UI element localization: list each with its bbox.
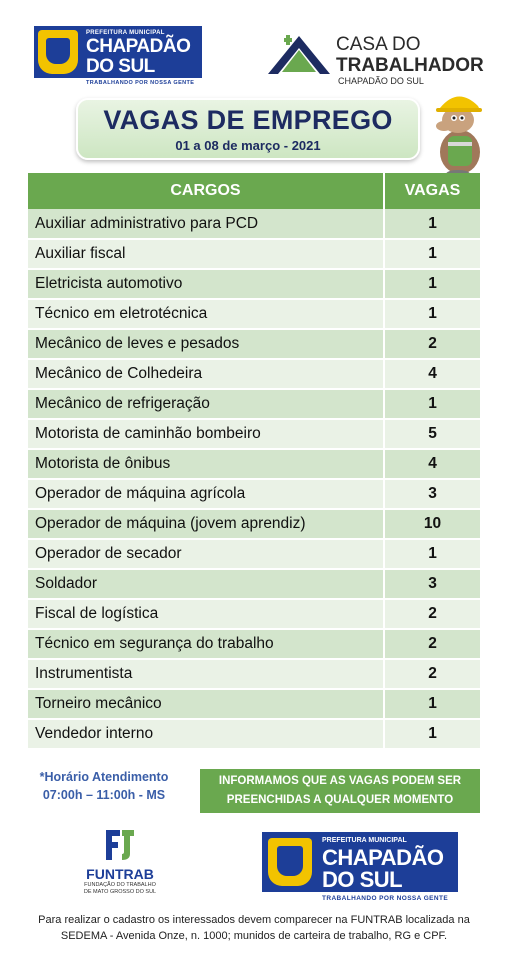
table-row bbox=[28, 539, 480, 569]
page-title: VAGAS DE EMPREGO bbox=[103, 105, 393, 135]
table-row bbox=[28, 449, 480, 479]
house-roof-icon bbox=[266, 34, 332, 82]
table-row bbox=[28, 659, 480, 689]
mascot-armadillo-icon bbox=[428, 80, 488, 180]
cargo-cell: Técnico em segurança do trabalho bbox=[28, 629, 384, 659]
vagas-cell: 1 bbox=[384, 539, 480, 569]
cargo-cell: Operador de máquina (jovem aprendiz) bbox=[28, 509, 384, 539]
cargo-cell: Auxiliar fiscal bbox=[28, 239, 384, 269]
prefeitura-logo bbox=[34, 26, 202, 88]
cargo-cell: Motorista de ônibus bbox=[28, 449, 384, 479]
cargo-cell: Auxiliar administrativo para PCD bbox=[28, 209, 384, 239]
vagas-cell: 4 bbox=[384, 359, 480, 389]
footer-line2: SEDEMA - Avenida Onze, n. 1000; munidos de carteira de trabalho, RG e CPF. bbox=[60, 930, 448, 942]
logo-label: PREFEITURA MUNICIPAL bbox=[86, 30, 165, 36]
hours-label: *Horário Atendimento bbox=[39, 770, 169, 784]
vagas-cell: 3 bbox=[384, 479, 480, 509]
table-row bbox=[28, 479, 480, 509]
logo-name-line2: DO SUL bbox=[322, 867, 403, 892]
funtrab-logo bbox=[70, 826, 170, 896]
funtrab-mark-icon bbox=[100, 826, 140, 864]
footer-line1: Para realizar o cadastro os interessados devem comparecer na FUNTRAB localizada na bbox=[38, 914, 470, 926]
jobs-table bbox=[28, 173, 480, 750]
funtrab-name: FUNTRAB bbox=[86, 866, 154, 882]
vagas-cell: 1 bbox=[384, 239, 480, 269]
cargo-cell: Soldador bbox=[28, 569, 384, 599]
casa-logo-line2: TRABALHADOR bbox=[336, 55, 484, 76]
notice-line2: PREENCHIDAS A QUALQUER MOMENTO bbox=[226, 794, 454, 806]
logo-name-line1: CHAPADÃO bbox=[86, 36, 191, 57]
cargo-cell: Eletricista automotivo bbox=[28, 269, 384, 299]
header-cargos: CARGOS bbox=[28, 173, 384, 209]
footer-instructions bbox=[20, 912, 488, 944]
funtrab-sub-line2: DE MATO GROSSO DO SUL bbox=[83, 889, 157, 895]
cargo-cell: Mecânico de leves e pesados bbox=[28, 329, 384, 359]
availability-notice bbox=[200, 769, 480, 813]
cargo-cell: Instrumentista bbox=[28, 659, 384, 689]
vagas-cell: 1 bbox=[384, 389, 480, 419]
vagas-cell: 2 bbox=[384, 629, 480, 659]
table-row bbox=[28, 569, 480, 599]
cargo-cell: Torneiro mecânico bbox=[28, 689, 384, 719]
vagas-cell: 1 bbox=[384, 209, 480, 239]
vagas-cell: 2 bbox=[384, 599, 480, 629]
casa-do-trabalhador-logo bbox=[266, 26, 484, 86]
logo-tagline: TRABALHANDO POR NOSSA GENTE bbox=[322, 895, 449, 902]
vagas-cell: 3 bbox=[384, 569, 480, 599]
crest-icon bbox=[38, 30, 78, 74]
table-row bbox=[28, 719, 480, 749]
title-banner bbox=[76, 98, 420, 160]
table-row bbox=[28, 689, 480, 719]
vagas-cell: 4 bbox=[384, 449, 480, 479]
table-row bbox=[28, 389, 480, 419]
table-row bbox=[28, 269, 480, 299]
vagas-cell: 2 bbox=[384, 329, 480, 359]
logo-tagline: TRABALHANDO POR NOSSA GENTE bbox=[86, 80, 195, 86]
logo-label: PREFEITURA MUNICIPAL bbox=[322, 837, 407, 844]
cargo-cell: Operador de máquina agrícola bbox=[28, 479, 384, 509]
notice-line1: INFORMAMOS QUE AS VAGAS PODEM SER bbox=[218, 775, 462, 787]
vagas-cell: 5 bbox=[384, 419, 480, 449]
vagas-cell: 1 bbox=[384, 719, 480, 749]
funtrab-subtitle bbox=[70, 882, 170, 896]
casa-logo-line1: CASA DO bbox=[336, 34, 421, 55]
date-range: 01 a 08 de março - 2021 bbox=[175, 138, 321, 153]
prefeitura-logo-bottom bbox=[262, 832, 458, 906]
table-row bbox=[28, 629, 480, 659]
logo-name-line1: CHAPADÃO bbox=[322, 845, 444, 870]
vagas-cell: 1 bbox=[384, 299, 480, 329]
casa-logo-line3: CHAPADÃO DO SUL bbox=[338, 76, 424, 86]
vagas-cell: 10 bbox=[384, 509, 480, 539]
table-row bbox=[28, 509, 480, 539]
table-row bbox=[28, 599, 480, 629]
funtrab-sub-line1: FUNDAÇÃO DO TRABALHO bbox=[84, 882, 156, 888]
table-row bbox=[28, 209, 480, 239]
cargo-cell: Fiscal de logística bbox=[28, 599, 384, 629]
cargo-cell: Vendedor interno bbox=[28, 719, 384, 749]
table-header-row bbox=[28, 173, 480, 209]
logo-name-line2: DO SUL bbox=[86, 56, 155, 77]
vagas-cell: 1 bbox=[384, 269, 480, 299]
cargo-cell: Mecânico de Colhedeira bbox=[28, 359, 384, 389]
service-hours bbox=[30, 768, 178, 804]
header-vagas: VAGAS bbox=[384, 173, 480, 209]
table-row bbox=[28, 329, 480, 359]
vagas-cell: 2 bbox=[384, 659, 480, 689]
cargo-cell: Motorista de caminhão bombeiro bbox=[28, 419, 384, 449]
table-row bbox=[28, 359, 480, 389]
vagas-cell: 1 bbox=[384, 689, 480, 719]
hours-value: 07:00h – 11:00h - MS bbox=[42, 788, 166, 802]
cargo-cell: Operador de secador bbox=[28, 539, 384, 569]
table-row bbox=[28, 299, 480, 329]
table-row bbox=[28, 239, 480, 269]
cargo-cell: Mecânico de refrigeração bbox=[28, 389, 384, 419]
cargo-cell: Técnico em eletrotécnica bbox=[28, 299, 384, 329]
crest-icon bbox=[268, 838, 312, 886]
table-row bbox=[28, 419, 480, 449]
